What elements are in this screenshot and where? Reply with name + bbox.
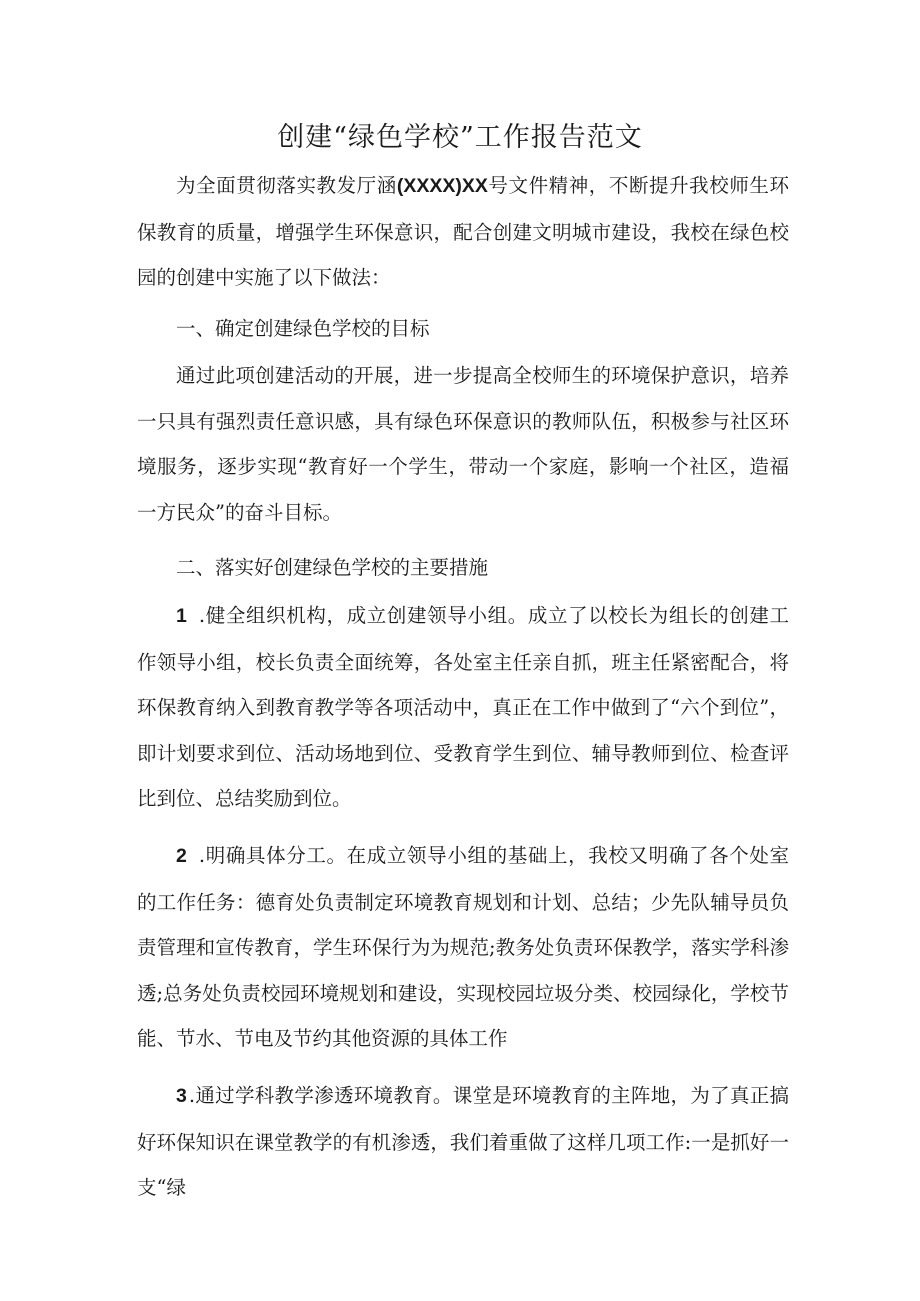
item-1-paragraph (137, 593, 789, 822)
document-title: 创建“绿色学校”工作报告范文 (277, 122, 643, 153)
document-code: (XXXX)XX (396, 175, 488, 197)
item-2-number: 2 (176, 845, 187, 867)
intro-text-after: 号文件精神，不断提升我校师生环保教育的质量，增强学生环保意识，配合创建文明城市建设，我校在绿色校园的创建中实施了以下做法： (137, 174, 789, 289)
section-1-heading: 一、确定创建绿色学校的目标 (176, 317, 430, 340)
item-3-text: .通过学科教学渗透环境教育。课堂是环境教育的主阵地，为了真正搞好环保知识在课堂教学的有机渗透，我们着重做了这样几项工作:一是抓好一支“绿 (137, 1084, 789, 1199)
item-3-paragraph (137, 1073, 789, 1211)
item-1-number: 1 (176, 605, 187, 627)
item-2-text: .明确具体分工。在成立领导小组的基础上，我校又明确了各个处室的工作任务：德育处负责制定环境教育规划和计划、总结；少先队辅导员负责管理和宣传教育，学生环保行为为规范;教务处负责环保教学，落实学科渗透;总务处负责校园环境规划和建设，实现校园垃圾分类、校园绿化，学校节能、节水、节电及节约其他资源的具体工作 (137, 844, 789, 1050)
item-2-paragraph (137, 833, 789, 1062)
intro-paragraph (137, 163, 789, 301)
item-3-number: 3 (176, 1085, 187, 1107)
item-1-text: .健全组织机构，成立创建领导小组。成立了以校长为组长的创建工作领导小组，校长负责全面统筹，各处室主任亲自抓，班主任紧密配合，将环保教育纳入到教育教学等各项活动中，真正在工作中做到了“六个到位”，即计划要求到位、活动场地到位、受教育学生到位、辅导教师到位、检查评比到位、总结奖励到位。 (137, 604, 789, 810)
intro-text-before: 为全面贯彻落实教发厅涵 (176, 174, 397, 197)
section-1-body: 通过此项创建活动的开展，进一步提高全校师生的环境保护意识，培养一只具有强烈责任意识感，具有绿色环保意识的教师队伍，积极参与社区环境服务，逐步实现“教育好一个学生，带动一个家庭，影响一个社区，造福一方民众”的奋斗目标。 (137, 364, 789, 524)
section-2-heading: 二、落实好创建绿色学校的主要措施 (176, 556, 489, 579)
